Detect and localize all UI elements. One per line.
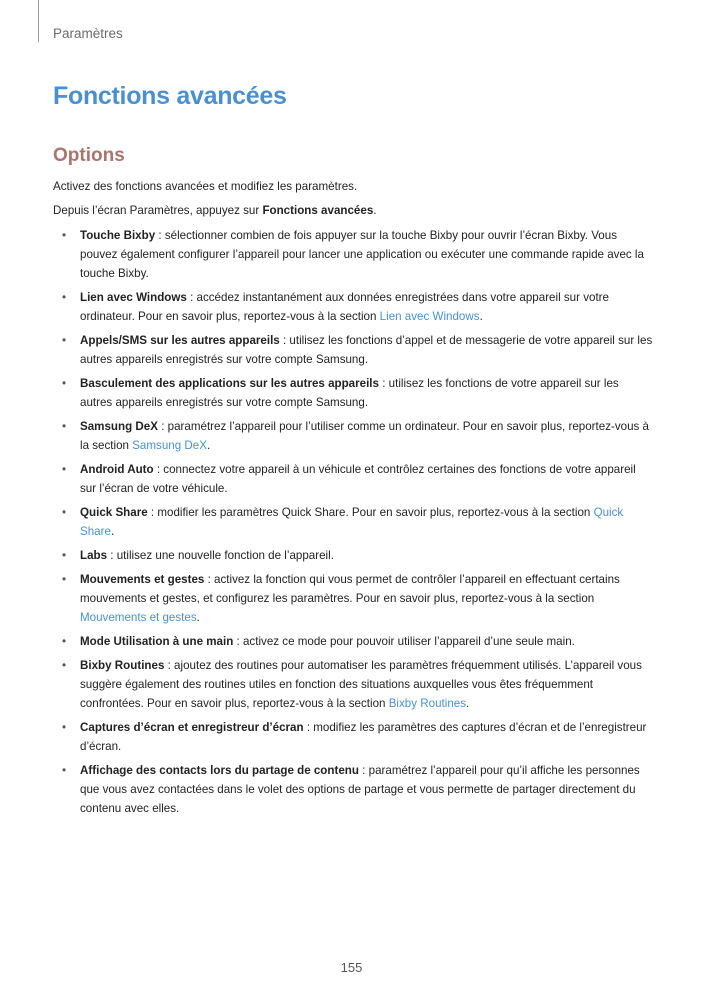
option-item-android-auto [53, 460, 653, 498]
option-item-samsung-dex [53, 417, 653, 455]
option-description: : modifier les paramètres Quick Share. Pour en savoir plus, reportez-vous à la section [147, 506, 594, 519]
options-list [53, 226, 653, 823]
option-description: : sélectionner combien de fois appuyer sur la touche Bixby pour ouvrir l’écran Bixby. Vous pouvez également configurer l’appareil pour lancer une application ou exécuter une commande rapide avec la touche Bixby. [80, 229, 644, 280]
option-term: Captures d’écran et enregistreur d’écran [80, 721, 304, 734]
intro-suffix: . [373, 204, 377, 217]
option-term: Basculement des applications sur les autres appareils [80, 377, 379, 390]
option-term: Appels/SMS sur les autres appareils [80, 334, 280, 347]
intro-paragraph-2 [53, 202, 377, 220]
link-bixby-routines[interactable]: Bixby Routines [388, 697, 467, 710]
option-item-bixby-routines [53, 656, 653, 713]
option-description: : utilisez les fonctions de votre appareil sur les autres appareils enregistrés sur votre compte Samsung. [80, 377, 619, 409]
option-description: : paramétrez l’appareil pour qu’il affiche les personnes que vous avez contactées dans le volet des options de partage et vous permette de partager directement du contenu avec elles. [80, 764, 640, 815]
option-item-labs [53, 546, 653, 565]
option-item-basculement-applications [53, 374, 653, 412]
option-description: : paramétrez l’appareil pour l’utiliser comme un ordinateur. Pour en savoir plus, reportez-vous à la section [80, 420, 650, 452]
option-item-affichage-contacts [53, 761, 653, 818]
bullet-icon: • [62, 420, 67, 433]
option-term: Touche Bixby [80, 229, 156, 242]
option-description: : activez la fonction qui vous permet de contrôler l’appareil en effectuant certains mouvements et gestes, et configurez les paramètres. Pour en savoir plus, reportez-vous à la section [80, 573, 620, 605]
option-description: : modifiez les paramètres des captures d’écran et de l’enregistreur d’écran. [80, 721, 647, 753]
bullet-icon: • [62, 291, 67, 304]
bullet-icon: • [62, 549, 67, 562]
bullet-icon: • [62, 334, 67, 347]
link-mouvements-gestes[interactable]: Mouvements et gestes [80, 611, 197, 624]
link-quick-share[interactable]: Quick Share [80, 506, 624, 538]
option-punctuation: . [196, 611, 200, 624]
option-item-appels-sms [53, 331, 653, 369]
option-term: Affichage des contacts lors du partage de contenu [80, 764, 359, 777]
bullet-icon: • [62, 764, 67, 777]
bullet-icon: • [62, 635, 67, 648]
bullet-icon: • [62, 506, 67, 519]
bullet-icon: • [62, 463, 67, 476]
bullet-icon: • [62, 721, 67, 734]
bullet-icon: • [62, 229, 67, 242]
intro-prefix: Depuis l’écran Paramètres, appuyez sur [53, 204, 263, 217]
option-punctuation: . [110, 525, 115, 538]
option-term: Quick Share [80, 506, 148, 519]
option-term: Mouvements et gestes [80, 573, 205, 586]
option-term: Labs [80, 549, 108, 562]
intro-paragraph-1: Activez des fonctions avancées et modifiez les paramètres. [53, 180, 358, 193]
option-description: : accédez instantanément aux données enregistrées dans votre appareil sur votre ordinateur. Pour en savoir plus, reportez-vous à la section [80, 291, 609, 323]
option-description: : utilisez une nouvelle fonction de l’appareil. [107, 549, 334, 562]
option-item-mouvements-gestes [53, 570, 653, 627]
bullet-icon: • [62, 659, 67, 672]
option-item-quick-share [53, 503, 653, 541]
header-label: Paramètres [53, 26, 123, 41]
link-samsung-dex[interactable]: Samsung DeX [132, 439, 207, 452]
option-term: Android Auto [80, 463, 154, 476]
bullet-icon: • [62, 573, 67, 586]
link-lien-avec-windows[interactable]: Lien avec Windows [379, 310, 480, 323]
option-description: : utilisez les fonctions d’appel et de messagerie de votre appareil sur les autres appareils enregistrés sur votre compte Samsung. [80, 334, 653, 366]
option-punctuation: . [466, 697, 470, 710]
option-description: : activez ce mode pour pouvoir utiliser l’appareil d’une seule main. [233, 635, 575, 648]
section-title: Options [53, 145, 125, 166]
option-term: Lien avec Windows [80, 291, 187, 304]
option-punctuation: . [206, 439, 211, 452]
bullet-icon: • [62, 377, 67, 390]
page-number: 155 [340, 960, 363, 975]
option-description: : connectez votre appareil à un véhicule et contrôlez certaines des fonctions de votre appareil sur l’écran de votre véhicule. [80, 463, 636, 495]
intro-menu-name: Fonctions avancées [262, 204, 374, 217]
option-item-captures-ecran [53, 718, 653, 756]
option-item-lien-avec-windows [53, 288, 653, 326]
option-description: : ajoutez des routines pour automatiser les paramètres fréquemment utilisés. L’appareil vous suggère également des routines utiles en fonction des situations auxquelles vous êtes fréquemment confrontées. Pour en savoir plus, reportez-vous à la section [80, 659, 642, 710]
option-item-touche-bixby [53, 226, 653, 283]
option-term: Bixby Routines [80, 659, 165, 672]
page-title: Fonctions avancées [53, 82, 287, 110]
option-punctuation: . [479, 310, 483, 323]
option-item-mode-une-main [53, 632, 653, 651]
option-term: Samsung DeX [80, 420, 158, 433]
option-term: Mode Utilisation à une main [80, 635, 234, 648]
header-divider [38, 0, 39, 42]
